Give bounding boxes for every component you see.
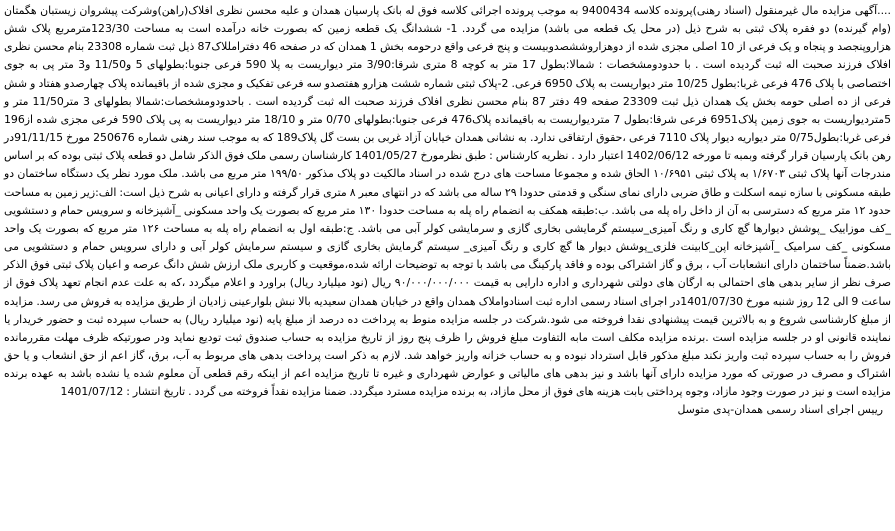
signature-line: رییس اجرای اسناد رسمی همدان-پدی متوسل	[677, 403, 883, 417]
auction-notice-text: ....آگهی مزایده مال غیرمنقول (اسناد رهنی)پرونده کلاسه 9400434 به موجب پرونده اجرائی کلاسه فوق له بانک پارسیان همدان و علیه محسن نظری افلاک(راهن)وشرکت پیشروان زیستبان هگمتان (وام گیرنده) دو فقره پلاک ثبتی به شرح ذیل (در محل یک قطعه می باشد) مزایده می گردد. 1- ششدانگ یک قطعه زمین که بصورت خانه درآمده است به مساحت 123/30مترمربع پلاک شش هزاروپنجصد و پنجاه و یک فرعی از 10 اصلی مجزی شده از دوهزاروششصدوبیست و پنج فرعی واقع درحومه بخش 1 همدان که در صفحه 46 دفترامللاک87 ذیل ثبت شماره 23308 بنام محسن نظری افلاک فرزند صحبت اله ثبت گردیده است . با حدودومشخصات : شمالا:بطول 17 متر به کوچه 8 متری شرقا:3/90 متر دیواریست به پلا 590 فرعی جنوبا:بطولهای 5 و11/50 و3 متر پی به جوی اختصاصی با پلاک 476 فرعی غربا:بطول 10/25 متر دیواریست به پلاک 6950 فرعی. 2-پلاک ثبتی شماره ششت هزارو هفتصدو سه فرعی تفکیک و مجزی شده از باقیمانده پلاک چهارصدو هفتاد و شش فرعی از ده اصلی حومه بخش یک همدان ذیل ثبت 23309 صفحه 49 دفتر 87 بنام محسن نظری افلاک فرزند صحبت اله ثبت گردیده است . باحدودومشخصات:شمالا بطولهای 3 متر11/50 متر و 5متردیواریست به جوی زمین پلاک6951 فرعی شرقا:بطول 7 متردیواریست به باقیمانده پلاک476 فرعی جنوبا:بطولهای 0/70 متر و 18/10 متر دیواریست به پی پلاک 590 فرعی مجزی شده از196 فرعی غربا:بطول0/75 متر دیواریه دیوار پلاک 7110 فرعی ،حقوق ارتفاقی ندارد. به نشانی همدان خیابان آزاد غربی بن بست گل پلاک189 که به موجب سند رهنی شماره 250676 مورخ 91/11/15در رهن بانک پارسیان قرار گرفته وبمبه تا مورخه 1402/06/12 اعتبار دارد . نظریه کارشناس : طبق نظرمورخ 1401/05/27 کارشناسان رسمی ملک فوق الذکر شامل دو قطعه پلاک ثبتی بوده که بر اساس مندرجات آنها پلاک ثبتی ۱/۶۷۰۳ به پلاک ثبتی ۱۰/۶۹۵۱ الحاق شده و مجموعا مساحت های درج شده در اسناد مالکیت دو پلاک مذکور ۱۹۹/۵۰ متر مربع می باشد. ملک مورد نظر یک دستگاه ساختمان دو طبقه مسکونی با سازه نیمه اسکلت و طاق ضربی دارای نمای سنگی و قدمتی حدودا ۲۹ ساله می باشد که در انتهای معبر ۸ متری قرار گرفته و دارای اعیانی به شرح ذیل است: الف:زیر زمین به مساحت حدود ۱۲ متر مربع که دسترسی به آن از داخل راه پله می باشد. ب:طبقه همکف به انضمام راه پله به مساحت حدودا ۱۳۰ متر مربع که بصورت یک واحد مسکونی _آشپزخانه و سرویس حمام و دستشویی _کف موزاییک _پوشش دیوارها گچ کاری و رنگ آمیزی_سیستم گرمایشی بخاری گازی و سرمایشی کولر آبی می باشد. ج:طبقه اول به انضمام راه پله به مساحت ۱۲۶ متر مربع که بصورت یک واحد مسکونی _کف سرامیک _آشپزخانه اپن_کابینت فلزی_پوشش دیوار ها گچ کاری و رنگ آمیزی_ سیستم گرمایش بخاری گازی و سیستم سرمایش کولر آبی و دارای سرویس حمام و دستشویی می باشد.ضمناً ساختمان دارای انشعابات آب ، برق و گاز اشتراکی بوده و فاقد پارکینگ می باشد با توجه به توضیحات ارائه شده،موقعیت و کاربری ملک ارزش شش دانگ عرصه و اعیان پلاک ثبتی فوق الذکر صرف نظر از سایر بدهی های احتمالی به ارگان های دولتی شهرداری و اداره دارایی به قیمت ۹۰/۰۰۰/۰۰۰/۰۰۰ ریال (نود میلیارد ریال) براورد و اعلام میگردد ،که به علت عدم انجام تعهد پلاک فوق از ساعت 9 الی 12 روز شنبه مورخ 1401/07/30در اجرای اسناد رسمی اداره ثبت اسنادواملاک همدان واقع در خیابان همدان سعیدیه بالا نبش بلوارعینی زادیان از طریق مزایده به فروش می رسد. مزایده از مبلغ کارشناسی شروع و به بالاترین قیمت پیشنهادی نقدا فروخته می شود.شرکت در جلسه مزایده منوط به پرداخت ده درصد از مبلغ پایه (نود میلیارد ریال) به حساب سپرده ثبت و حضور خریدار یا نماینده قانونی او در جلسه مزایده است .برنده مزایده مکلف است مابه التفاوت مبلغ فروش را ظرف پنج روز از تاریخ مزایده به حساب صندوق ثبت تودیع نماید ودر صورتیکه ظرف مهلت مقررمانده فروش را به حساب سپرده ثبت واریز نکند مبلغ مذکور قابل استرداد نبوده و به حساب خزانه واریز خواهد شد. لازم به ذکر است پرداخت بدهی های مربوط به آب، برق، گاز اعم از حق انشعاب و یا حق اشتراک و مصرف در صورتی که مورد مزایده دارای آنها باشد و نیز بدهی های مالیاتی و عوارض شهرداری و غیره تا تاریخ مزایده اعم از اینکه رقم قطعی آن معلوم شده یا نشده باشد به عهده برنده مزایده است و نیز در صورت وجود مازاد، وجوه پرداختی بابت هزینه های فوق از محل مازاد، به برنده مزایده مسترد میگردد. ضمنا مزایده نقداً فروخته می گردد . تاریخ انتشار : 1401/07/12	[4, 4, 892, 399]
